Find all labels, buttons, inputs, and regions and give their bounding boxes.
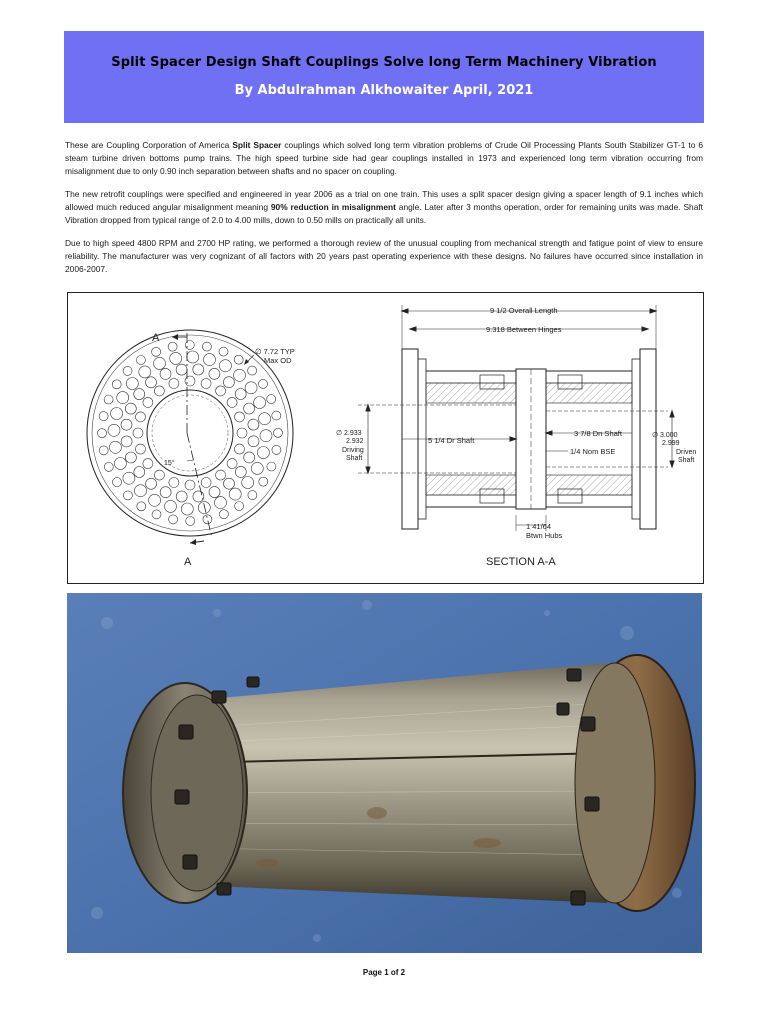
bolt-hole [227, 397, 237, 407]
bolt-hole [235, 466, 246, 477]
bolt-hole [181, 503, 193, 515]
engineering-drawing [67, 292, 704, 584]
bolt-hole [193, 364, 204, 375]
bolt-hole [219, 347, 228, 356]
bolt-hole [135, 485, 147, 497]
bolt-hole [98, 429, 107, 438]
section-label-a-top: A [152, 332, 160, 344]
bolt-hole [274, 428, 283, 437]
bolt-hole [267, 462, 276, 471]
bolt-hole [254, 397, 266, 409]
od-dimension: ∅ 7.72 TYP [255, 347, 295, 356]
bolt-hole [193, 491, 204, 502]
coupling-section-view [358, 305, 674, 531]
paragraph-bold-text: Split Spacer [232, 140, 282, 150]
paragraph-bold-text: 90% reduction in misalignment [270, 202, 396, 213]
bolt-hole [219, 510, 228, 519]
bolt-hole [272, 445, 281, 454]
bolt-hole [259, 413, 271, 425]
angle-label: 15° [164, 460, 175, 467]
bolt-hole [111, 408, 123, 420]
bolt-hole [99, 412, 108, 421]
bolt-hole [169, 478, 179, 488]
bolt-hole [170, 352, 182, 364]
bolt-hole [237, 428, 247, 438]
od-dimension-note: Max OD [264, 356, 292, 365]
bolt-hole [234, 355, 243, 364]
paragraph-text: couplings which solved long term vibration problems of Crude Oil Processing Plants South Stabilizer GT-1 to 6 steam turbine driven bottoms pump trains. The high speed turbine side had gear couplings installed in 1973 and experienced long term vibration occurring from misalignment due to only 0.90 inch separation between shafts and no spacer on coupling. [65, 140, 704, 177]
driven-diameter-1: ∅ 3.000 [652, 432, 678, 439]
coupling-photo [67, 593, 702, 953]
coupling-end-view [87, 330, 293, 545]
bolt-hole [248, 436, 259, 447]
bolt-hole [201, 379, 211, 389]
bolt-hole [113, 478, 122, 487]
bolt-hole [139, 366, 151, 378]
section-title: SECTION A-A [486, 556, 556, 568]
driving-diameter-2: 2.932 [346, 438, 364, 445]
bolt-hole [154, 470, 164, 480]
bolt-hole [260, 430, 272, 442]
bolt-hole [154, 386, 164, 396]
bolt-hole [125, 452, 136, 463]
title-banner [64, 31, 704, 123]
bolt-hole [117, 392, 129, 404]
bolt-hole [133, 428, 143, 438]
bolt-hole [187, 351, 199, 363]
paragraph-intro [65, 139, 703, 179]
bolt-hole [108, 424, 120, 436]
bolt-hole [104, 395, 113, 404]
bolt-hole [134, 467, 145, 478]
bolt-hole [136, 412, 146, 422]
bolt-hole [185, 376, 195, 386]
bolt-hole [136, 444, 146, 454]
dn-shaft-label: 3 7/8 Dn Shaft [574, 429, 622, 438]
overall-length-label: 9 1/2 Overall Length [490, 306, 558, 315]
driven-shaft-label-1: Driven [676, 449, 697, 456]
bolt-hole [259, 379, 268, 388]
paragraph-text: The new retrofit couplings were specified and engineered in year 2006 as a trial on one train. This uses a split spacer design giving a spacer length of 9.1 inches which allowed much reduced angular misalignment meaning [65, 189, 703, 213]
bolt-hole [248, 419, 259, 430]
bolt-hole [198, 502, 210, 514]
section-label-a-bottom: A [184, 556, 192, 568]
bolt-hole [251, 462, 263, 474]
bolt-hole [248, 491, 257, 500]
author-byline: By Abdulrahman Alkhowaiter April, 2021 [234, 83, 534, 98]
paragraph-text: angle. Later after 3 months operation, order for remaining units was made. Shaft Vibration dropped from typical range of 2.0 to 4.00 mills, down to 0.50 mills on practically all units. [65, 202, 704, 226]
paragraph-text: These are Coupling Corporation of America [65, 140, 233, 150]
bolt-hole [259, 477, 268, 486]
drawing-svg [68, 293, 703, 583]
bolt-hole [235, 389, 246, 400]
bolt-hole [168, 342, 177, 351]
driven-diameter-2: 2.999 [662, 440, 680, 447]
dr-shaft-label: 5 1/4 Dr Shaft [428, 436, 475, 445]
bolt-hole [99, 446, 108, 455]
bolt-hole [134, 389, 145, 400]
bolt-hole [152, 510, 161, 519]
bolt-hole [229, 488, 241, 500]
bolt-hole [136, 356, 145, 365]
bolt-hole [224, 478, 235, 489]
bolt-hole [112, 380, 121, 389]
bolt-hole [272, 411, 281, 420]
paragraph-retrofit [65, 188, 703, 228]
bolt-hole [202, 342, 211, 351]
bolt-hole [245, 382, 257, 394]
bolt-hole [165, 500, 177, 512]
bolt-hole [235, 444, 245, 454]
bolt-hole [109, 441, 121, 453]
bolt-hole [126, 378, 138, 390]
bolt-hole [137, 502, 146, 511]
paragraph-text: Due to high speed 4800 RPM and 2700 HP rating, we performed a thorough review of the unusual coupling from mechanical strength and fatigue point of view to ensure reliability. The manufacturer was very cognizant of all factors with 20 years past operating experience with these designs. No failures have occurred since installation in 2006-2007. [65, 238, 703, 275]
bolt-hole [146, 478, 157, 489]
bolt-hole [242, 477, 254, 489]
bolt-hole [216, 470, 226, 480]
bolt-hole [160, 368, 171, 379]
bolt-hole [201, 478, 211, 488]
page-number: Page 1 of 2 [362, 968, 406, 977]
btwn-hubs-2: Btwn Hubs [526, 531, 563, 540]
driving-shaft-label-1: Driving [342, 447, 364, 454]
between-hinges-label: 9.318 Between Hinges [486, 325, 562, 334]
bolt-hole [257, 447, 269, 459]
bolt-hole [104, 462, 113, 471]
bolt-hole [234, 369, 246, 381]
bolt-hole [152, 347, 161, 356]
bolt-hole [204, 354, 216, 366]
bolt-hole [149, 494, 161, 506]
driving-shaft-label-2: Shaft [346, 455, 363, 462]
coupling-photo-svg [67, 593, 702, 953]
bolt-hole [123, 366, 132, 375]
bolt-hole [125, 403, 136, 414]
bolt-hole [143, 459, 153, 469]
bolt-hole [123, 491, 132, 500]
bolt-hole [160, 487, 171, 498]
bolt-hole [219, 360, 231, 372]
bolt-hole [215, 497, 227, 509]
bolt-hole [169, 379, 179, 389]
bolt-hole [209, 368, 220, 379]
bolt-hole [267, 395, 276, 404]
bolt-hole [235, 412, 245, 422]
bolt-hole [244, 403, 255, 414]
bolt-hole [123, 472, 135, 484]
nom-bse-label: 1/4 Nom BSE [570, 447, 616, 456]
bolt-hole [235, 502, 244, 511]
btwn-hubs-1: 1 41/64 [526, 522, 552, 531]
bolt-hole [227, 459, 237, 469]
bolt-hole [169, 515, 178, 524]
bolt-hole [114, 458, 126, 470]
bolt-hole [223, 377, 234, 388]
bolt-hole [176, 491, 187, 502]
driving-diameter-1: ∅ 2.933 [336, 430, 362, 437]
bolt-hole [121, 419, 132, 430]
bolt-hole [244, 452, 255, 463]
bolt-hole [121, 436, 132, 447]
bolt-hole [203, 515, 212, 524]
bolt-hole [186, 517, 195, 526]
bolt-hole [185, 480, 195, 490]
driven-shaft-label-2: Shaft [678, 457, 695, 464]
paragraph-review [65, 237, 703, 277]
bolt-hole [146, 377, 157, 388]
bolt-hole [154, 357, 166, 369]
bolt-hole [248, 366, 257, 375]
document-title: Split Spacer Design Shaft Couplings Solve long Term Machinery Vibration [111, 55, 657, 70]
bolt-hole [176, 364, 187, 375]
bolt-hole [216, 386, 226, 396]
bolt-hole [209, 487, 220, 498]
bolt-hole [143, 397, 153, 407]
